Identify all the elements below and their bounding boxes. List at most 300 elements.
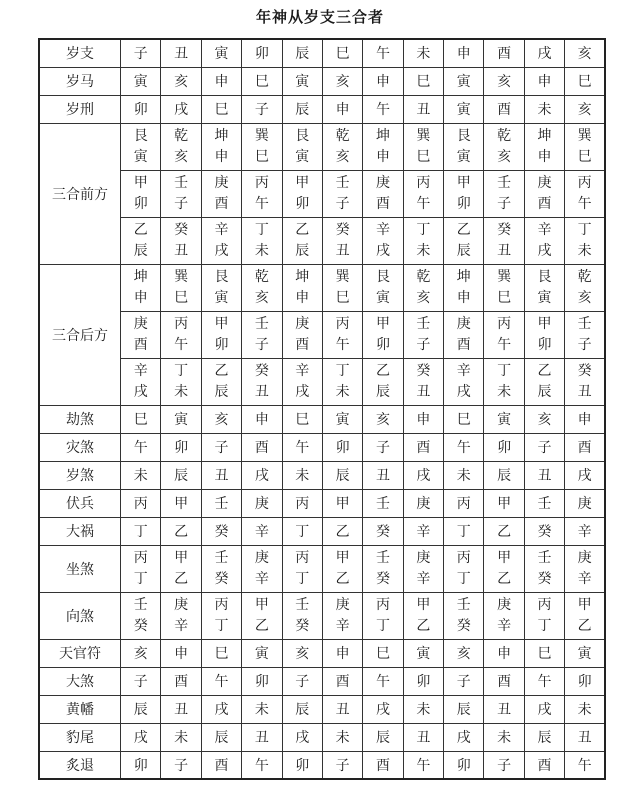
table-cell (282, 592, 322, 639)
table-row (39, 311, 605, 358)
cell-stack (174, 314, 188, 356)
cell-char: 丑 (416, 383, 431, 400)
cell-stack (255, 595, 269, 637)
table-cell (565, 358, 605, 405)
table-cell (363, 358, 403, 405)
table-cell (565, 545, 605, 592)
table-cell (121, 170, 161, 217)
cell-char: 庚 (254, 549, 269, 566)
table-cell (444, 592, 484, 639)
table-cell (363, 264, 403, 311)
cell-char: 未 (335, 383, 350, 400)
cell-char: 丁 (133, 570, 148, 587)
table-cell (201, 592, 241, 639)
table-cell: 甲 (322, 489, 362, 517)
table-cell: 寅 (444, 67, 484, 95)
cell-char: 寅 (295, 148, 310, 165)
table-cell: 子 (322, 751, 362, 779)
cell-char: 甲 (456, 174, 471, 191)
cell-char: 庚 (537, 174, 552, 191)
table-cell: 酉 (484, 95, 524, 123)
cell-char: 甲 (214, 315, 229, 332)
table-cell (121, 545, 161, 592)
row-label: 向煞 (39, 592, 121, 639)
table-cell: 戌 (201, 695, 241, 723)
cell-char: 乙 (497, 570, 512, 587)
table-cell: 巳 (322, 39, 362, 67)
table-cell: 丁 (444, 517, 484, 545)
table-cell: 亥 (161, 67, 201, 95)
cell-stack (497, 173, 511, 215)
cell-stack (497, 220, 511, 262)
table-cell: 甲 (484, 489, 524, 517)
cell-char: 庚 (133, 315, 148, 332)
table-cell: 戌 (161, 95, 201, 123)
table-cell: 巳 (403, 67, 443, 95)
cell-char: 未 (497, 383, 512, 400)
cell-char: 卯 (295, 195, 310, 212)
table-cell (121, 264, 161, 311)
cell-char: 酉 (133, 336, 148, 353)
table-cell: 丁 (121, 517, 161, 545)
table-cell: 未 (524, 95, 564, 123)
table-cell (403, 311, 443, 358)
cell-char: 亥 (335, 148, 350, 165)
cell-char: 辛 (174, 617, 189, 634)
table-cell: 酉 (484, 39, 524, 67)
table-cell (161, 217, 201, 264)
cell-char: 戌 (537, 242, 552, 259)
cell-stack (578, 267, 592, 309)
cell-char: 未 (577, 242, 592, 259)
cell-char: 卯 (214, 336, 229, 353)
table-cell: 午 (444, 433, 484, 461)
cell-char: 丑 (254, 383, 269, 400)
table-cell: 辰 (121, 695, 161, 723)
cell-char: 丁 (375, 617, 390, 634)
table-cell (242, 592, 282, 639)
cell-char: 丙 (295, 549, 310, 566)
cell-char: 乙 (254, 617, 269, 634)
table-cell (282, 123, 322, 170)
cell-stack (376, 595, 390, 637)
cell-stack (336, 220, 350, 262)
table-cell (121, 217, 161, 264)
cell-char: 子 (497, 195, 512, 212)
cell-stack (255, 173, 269, 215)
cell-stack (578, 220, 592, 262)
cell-char: 丁 (497, 362, 512, 379)
table-cell (363, 170, 403, 217)
cell-char: 乙 (537, 362, 552, 379)
cell-char: 丁 (577, 221, 592, 238)
cell-char: 庚 (497, 596, 512, 613)
cell-stack (537, 220, 551, 262)
cell-char: 甲 (335, 549, 350, 566)
table-cell: 卯 (121, 95, 161, 123)
cell-char: 庚 (174, 596, 189, 613)
table-cell (565, 170, 605, 217)
table-cell: 丑 (201, 461, 241, 489)
cell-stack (336, 126, 350, 168)
table-cell: 未 (444, 461, 484, 489)
table-row (39, 433, 605, 461)
table-cell: 巳 (282, 405, 322, 433)
table-cell: 亥 (121, 639, 161, 667)
table-cell (403, 123, 443, 170)
cell-char: 辛 (456, 362, 471, 379)
table-row (39, 695, 605, 723)
table-cell: 寅 (565, 639, 605, 667)
cell-char: 癸 (375, 570, 390, 587)
cell-stack (457, 595, 471, 637)
table-cell: 子 (161, 751, 201, 779)
cell-stack (497, 126, 511, 168)
cell-stack (457, 126, 471, 168)
cell-stack (457, 267, 471, 309)
cell-stack (457, 220, 471, 262)
cell-char: 艮 (456, 127, 471, 144)
row-label: 三合后方 (39, 264, 121, 405)
table-cell: 未 (242, 695, 282, 723)
table-cell: 亥 (484, 67, 524, 95)
cell-stack (336, 595, 350, 637)
table-cell (322, 170, 362, 217)
table-cell: 亥 (444, 639, 484, 667)
table-cell: 寅 (282, 67, 322, 95)
table-cell (121, 123, 161, 170)
table-cell: 午 (363, 95, 403, 123)
cell-char: 癸 (537, 570, 552, 587)
cell-char: 卯 (133, 195, 148, 212)
cell-char: 未 (254, 242, 269, 259)
table-cell (282, 545, 322, 592)
cell-char: 甲 (375, 315, 390, 332)
table-row (39, 95, 605, 123)
table-cell: 辰 (282, 39, 322, 67)
table-cell: 壬 (201, 489, 241, 517)
cell-stack (214, 126, 228, 168)
cell-char: 辛 (295, 362, 310, 379)
table-cell: 辰 (524, 723, 564, 751)
table-cell (363, 217, 403, 264)
table-cell: 丑 (565, 723, 605, 751)
table-cell: 申 (322, 639, 362, 667)
cell-char: 巳 (335, 289, 350, 306)
cell-stack (174, 220, 188, 262)
cell-stack (336, 267, 350, 309)
table-cell: 寅 (322, 405, 362, 433)
cell-char: 甲 (577, 596, 592, 613)
table-cell (282, 217, 322, 264)
table-cell (161, 170, 201, 217)
table-row (39, 667, 605, 695)
cell-char: 癸 (174, 221, 189, 238)
table-cell (322, 217, 362, 264)
cell-stack (416, 267, 430, 309)
table-cell (403, 170, 443, 217)
cell-stack (497, 361, 511, 403)
cell-char: 丙 (375, 596, 390, 613)
cell-char: 辛 (537, 221, 552, 238)
table-cell (322, 358, 362, 405)
cell-char: 未 (416, 242, 431, 259)
cell-char: 艮 (214, 268, 229, 285)
cell-char: 癸 (416, 362, 431, 379)
cell-char: 巽 (497, 268, 512, 285)
table-cell: 申 (403, 405, 443, 433)
cell-stack (376, 220, 390, 262)
cell-stack (174, 267, 188, 309)
cell-stack (174, 173, 188, 215)
cell-char: 巳 (416, 148, 431, 165)
cell-stack (295, 220, 309, 262)
cell-char: 辛 (254, 570, 269, 587)
table-cell (201, 123, 241, 170)
table-cell: 丑 (242, 723, 282, 751)
table-cell: 壬 (524, 489, 564, 517)
table-cell: 巳 (444, 405, 484, 433)
cell-char: 巳 (174, 289, 189, 306)
cell-stack (457, 361, 471, 403)
cell-char: 子 (254, 336, 269, 353)
almanac-table (38, 38, 606, 780)
cell-char: 丑 (335, 242, 350, 259)
cell-char: 坤 (295, 268, 310, 285)
cell-stack (134, 126, 148, 168)
cell-char: 丑 (577, 383, 592, 400)
table-row (39, 461, 605, 489)
table-cell: 丑 (403, 723, 443, 751)
cell-stack (174, 595, 188, 637)
table-cell (282, 358, 322, 405)
table-cell (161, 311, 201, 358)
cell-stack (537, 548, 551, 590)
cell-char: 乙 (456, 221, 471, 238)
cell-char: 壬 (295, 596, 310, 613)
table-cell (201, 264, 241, 311)
table-cell: 卯 (484, 433, 524, 461)
table-cell: 辰 (322, 461, 362, 489)
cell-char: 辛 (375, 221, 390, 238)
table-cell (242, 170, 282, 217)
table-row (39, 723, 605, 751)
table-cell: 乙 (484, 517, 524, 545)
cell-stack (134, 267, 148, 309)
cell-char: 申 (133, 289, 148, 306)
cell-stack (457, 314, 471, 356)
table-cell: 酉 (201, 751, 241, 779)
table-cell: 寅 (121, 67, 161, 95)
cell-stack (295, 126, 309, 168)
cell-char: 乾 (577, 268, 592, 285)
cell-char: 乙 (416, 617, 431, 634)
table-cell: 戌 (524, 39, 564, 67)
cell-stack (255, 314, 269, 356)
table-cell: 乙 (161, 517, 201, 545)
cell-stack (214, 220, 228, 262)
cell-char: 坤 (456, 268, 471, 285)
table-cell: 巳 (524, 639, 564, 667)
table-cell: 寅 (242, 639, 282, 667)
cell-stack (457, 548, 471, 590)
cell-char: 坤 (537, 127, 552, 144)
cell-char: 乾 (254, 268, 269, 285)
table-cell (444, 264, 484, 311)
cell-char: 丁 (416, 221, 431, 238)
cell-char: 辰 (456, 242, 471, 259)
row-label: 岁马 (39, 67, 121, 95)
table-cell (565, 592, 605, 639)
cell-char: 丑 (174, 242, 189, 259)
cell-char: 巽 (577, 127, 592, 144)
cell-char: 丁 (335, 362, 350, 379)
cell-char: 午 (174, 336, 189, 353)
table-cell (524, 217, 564, 264)
cell-stack (578, 173, 592, 215)
cell-char: 甲 (133, 174, 148, 191)
cell-char: 艮 (295, 127, 310, 144)
cell-stack (537, 595, 551, 637)
table-cell: 丑 (484, 695, 524, 723)
cell-stack (214, 267, 228, 309)
table-cell (565, 264, 605, 311)
table-cell: 戌 (403, 461, 443, 489)
table-cell: 子 (363, 433, 403, 461)
table-cell (565, 217, 605, 264)
table-cell: 癸 (524, 517, 564, 545)
table-row (39, 67, 605, 95)
cell-char: 丁 (456, 570, 471, 587)
table-cell (444, 123, 484, 170)
cell-char: 丙 (537, 596, 552, 613)
cell-char: 壬 (375, 549, 390, 566)
cell-char: 丙 (174, 315, 189, 332)
table-row (39, 264, 605, 311)
table-cell: 辛 (403, 517, 443, 545)
table-cell: 申 (484, 639, 524, 667)
cell-char: 戌 (375, 242, 390, 259)
cell-char: 子 (335, 195, 350, 212)
table-cell (242, 311, 282, 358)
table-row (39, 489, 605, 517)
table-cell: 辛 (565, 517, 605, 545)
table-row (39, 592, 605, 639)
table-cell: 午 (121, 433, 161, 461)
cell-char: 辛 (416, 570, 431, 587)
cell-char: 庚 (335, 596, 350, 613)
table-cell (484, 123, 524, 170)
table-cell: 午 (282, 433, 322, 461)
cell-char: 庚 (416, 549, 431, 566)
table-cell (524, 545, 564, 592)
cell-char: 午 (416, 195, 431, 212)
cell-stack (336, 548, 350, 590)
cell-char: 辰 (537, 383, 552, 400)
cell-char: 未 (174, 383, 189, 400)
table-cell: 午 (363, 39, 403, 67)
table-cell: 巳 (201, 639, 241, 667)
cell-char: 辰 (375, 383, 390, 400)
cell-stack (134, 548, 148, 590)
cell-stack (214, 173, 228, 215)
cell-char: 壬 (416, 315, 431, 332)
cell-char: 癸 (456, 617, 471, 634)
table-cell (322, 311, 362, 358)
cell-char: 巽 (335, 268, 350, 285)
cell-stack (214, 595, 228, 637)
table-cell: 丑 (161, 39, 201, 67)
cell-char: 子 (416, 336, 431, 353)
cell-stack (134, 220, 148, 262)
table-cell: 癸 (201, 517, 241, 545)
cell-char: 戌 (214, 242, 229, 259)
cell-char: 庚 (375, 174, 390, 191)
table-cell (444, 311, 484, 358)
table-cell: 子 (444, 667, 484, 695)
table-cell: 申 (363, 67, 403, 95)
table-cell: 子 (484, 751, 524, 779)
table-cell: 子 (121, 39, 161, 67)
table-cell: 未 (565, 695, 605, 723)
table-cell: 丑 (403, 95, 443, 123)
row-label: 豹尾 (39, 723, 121, 751)
table-cell (484, 217, 524, 264)
cell-stack (416, 126, 430, 168)
table-cell: 庚 (565, 489, 605, 517)
table-cell (524, 264, 564, 311)
cell-stack (416, 361, 430, 403)
row-label: 坐煞 (39, 545, 121, 592)
cell-char: 巽 (254, 127, 269, 144)
cell-char: 申 (456, 289, 471, 306)
table-cell (161, 545, 201, 592)
table-cell (403, 217, 443, 264)
cell-char: 艮 (375, 268, 390, 285)
cell-stack (497, 595, 511, 637)
cell-stack (255, 220, 269, 262)
table-cell: 子 (121, 667, 161, 695)
cell-char: 乙 (577, 617, 592, 634)
table-cell: 申 (242, 405, 282, 433)
table-cell: 午 (201, 667, 241, 695)
table-cell (121, 358, 161, 405)
row-label: 岁煞 (39, 461, 121, 489)
cell-char: 巳 (497, 289, 512, 306)
table-cell: 申 (161, 639, 201, 667)
cell-char: 壬 (497, 174, 512, 191)
table-cell: 子 (524, 433, 564, 461)
cell-char: 乾 (335, 127, 350, 144)
cell-char: 巳 (254, 148, 269, 165)
table-cell: 酉 (322, 667, 362, 695)
cell-stack (295, 361, 309, 403)
table-cell: 辰 (444, 695, 484, 723)
table-cell: 庚 (403, 489, 443, 517)
cell-char: 寅 (537, 289, 552, 306)
table-cell: 辰 (201, 723, 241, 751)
table-cell (444, 358, 484, 405)
table-cell (201, 170, 241, 217)
cell-stack (376, 314, 390, 356)
table-cell: 亥 (322, 67, 362, 95)
cell-stack (376, 548, 390, 590)
table-cell (201, 545, 241, 592)
table-cell (161, 358, 201, 405)
cell-char: 辰 (295, 242, 310, 259)
cell-char: 艮 (133, 127, 148, 144)
table-row (39, 751, 605, 779)
